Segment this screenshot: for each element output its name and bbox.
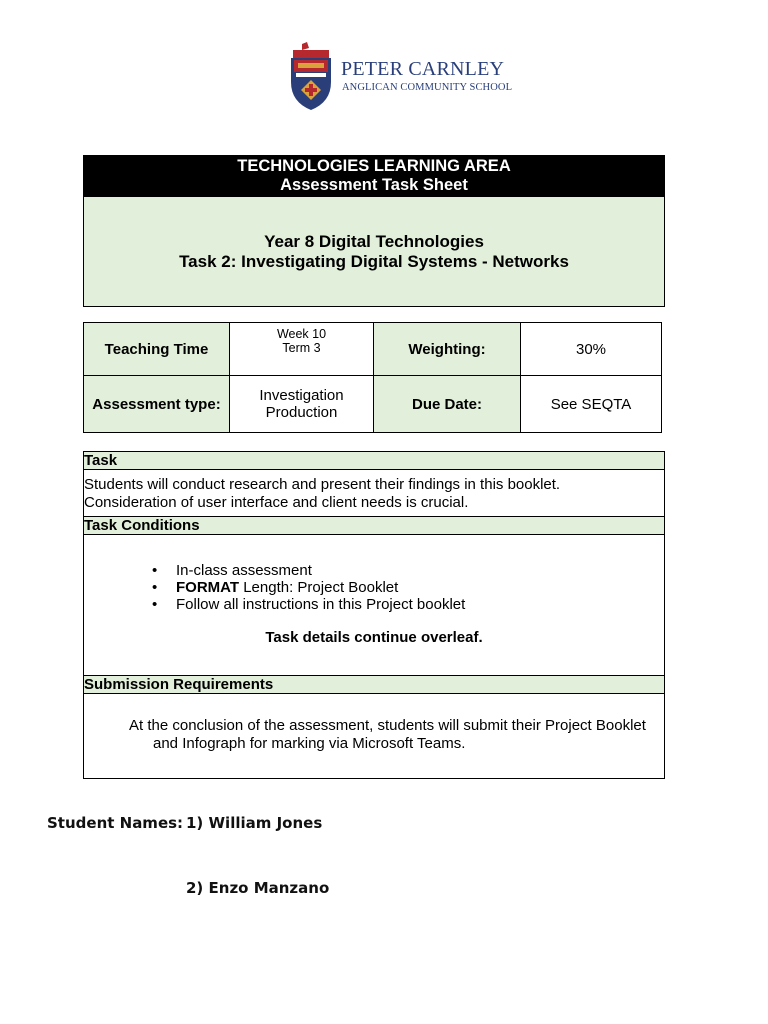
task-description (84, 470, 664, 516)
submission-line2: and Infograph for marking via Microsoft Teams. (153, 735, 466, 752)
task-description-line2: Consideration of user interface and client needs is crucial. (84, 493, 469, 511)
task-conditions-body (84, 535, 664, 675)
condition-format-label: FORMAT (176, 579, 240, 596)
bullet-icon: • (152, 562, 158, 579)
school-logo (288, 42, 520, 112)
list-item (152, 579, 465, 596)
condition-text: In-class assessment (176, 562, 312, 579)
assessment-type-label: Assessment type: (84, 376, 230, 433)
weighting-value: 30% (521, 323, 662, 376)
teaching-time-week: Week 10 (276, 327, 327, 341)
list-item (152, 596, 465, 613)
header-box (83, 155, 665, 307)
overleaf-note: Task details continue overleaf. (265, 629, 483, 646)
assessment-type-line1: Investigation (259, 387, 344, 404)
bullet-icon: • (152, 596, 158, 613)
student-name-1: 1) William Jones (186, 814, 323, 832)
school-crest-icon (288, 42, 334, 112)
submission-body (84, 694, 664, 778)
school-name: PETER CARNLEY (341, 58, 505, 80)
assessment-type-value (230, 376, 374, 433)
task-heading: Task (84, 452, 664, 470)
teaching-time-value (230, 323, 374, 376)
teaching-time-term: Term 3 (282, 341, 321, 355)
student-name-2: 2) Enzo Manzano (186, 879, 330, 897)
submission-line1: At the conclusion of the assessment, students will submit their Project Booklet (129, 717, 646, 734)
task-description-line1: Students will conduct research and present their findings in this booklet. (84, 476, 561, 493)
header-course-panel (84, 197, 664, 306)
course-title: Year 8 Digital Technologies (264, 232, 484, 251)
assessment-type-line2: Production (265, 404, 338, 421)
task-sheet-title: Assessment Task Sheet (280, 176, 468, 194)
list-item (152, 562, 465, 579)
assessment-info-table (83, 322, 662, 433)
conditions-list (152, 562, 465, 613)
header-banner (84, 156, 664, 197)
task-conditions-heading: Task Conditions (84, 516, 664, 535)
school-subtitle: ANGLICAN COMMUNITY SCHOOL (342, 82, 513, 93)
bullet-icon: • (152, 579, 158, 596)
condition-text: Length: Project Booklet (239, 579, 399, 596)
submission-heading: Submission Requirements (84, 675, 664, 694)
task-title: Task 2: Investigating Digital Systems - Networks (179, 251, 569, 271)
teaching-time-label: Teaching Time (84, 323, 230, 376)
due-date-label: Due Date: (374, 376, 521, 433)
task-details-box (83, 451, 665, 779)
learning-area-title: TECHNOLOGIES LEARNING AREA (237, 157, 511, 175)
weighting-label: Weighting: (374, 323, 521, 376)
condition-text: Follow all instructions in this Project booklet (176, 596, 466, 613)
due-date-value: See SEQTA (521, 376, 662, 433)
student-names-label: Student Names: (47, 814, 184, 832)
